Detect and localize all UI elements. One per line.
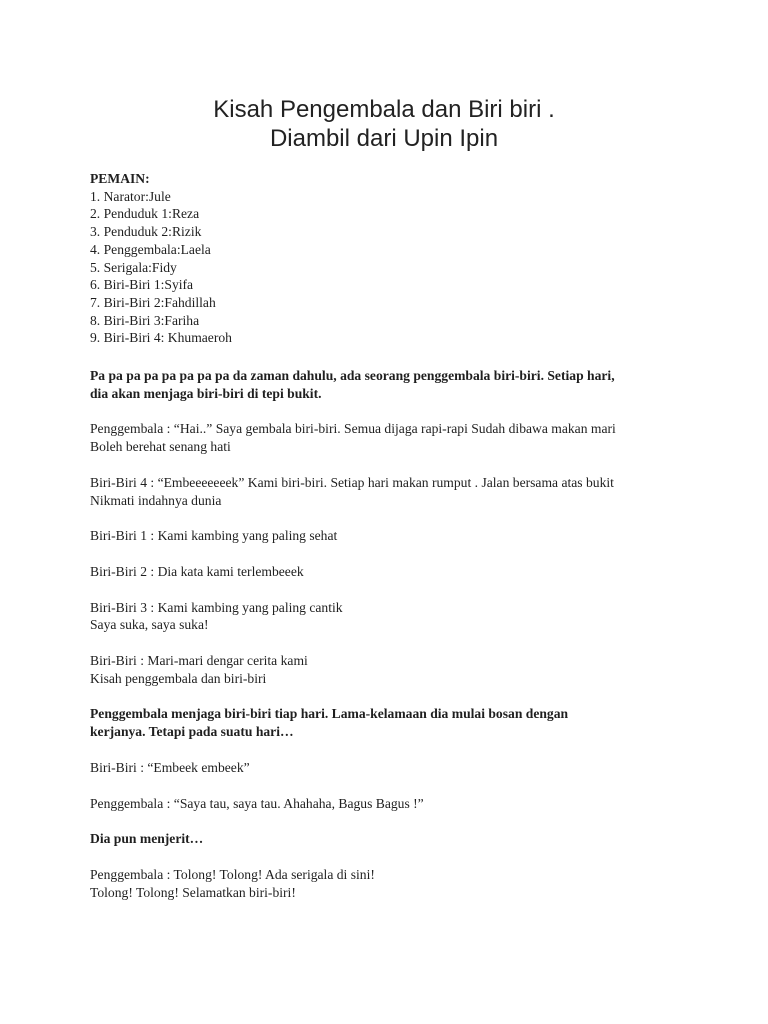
paragraph-line: Pa pa pa pa pa pa pa pa da zaman dahulu, ada seorang penggembala biri-biri. Setiap hari, <box>90 368 615 384</box>
document-body <box>90 170 690 919</box>
paragraph-line: Penggembala menjaga biri-biri tiap hari. Lama-kelamaan dia mulai bosan dengan <box>90 706 569 722</box>
paragraph-line: Penggembala : “Hai..” Saya gembala biri-biri. Semua dijaga rapi-rapi Sudah dibawa makan mari <box>90 421 616 437</box>
cast-list <box>90 170 690 347</box>
paragraph-line: Biri-Biri 2 : Dia kata kami terlembeeek <box>90 563 304 579</box>
document-title-line-2: Diambil dari Upin Ipin <box>269 125 499 152</box>
narration-paragraph <box>90 367 690 402</box>
paragraph-line: Biri-Biri 4 : “Embeeeeeeek” Kami biri-biri. Setiap hari makan rumput . Jalan bersama atas bukit <box>90 474 614 490</box>
paragraph-line: Penggembala : Tolong! Tolong! Ada serigala di sini! <box>90 866 375 882</box>
cast-item: 8. Biri-Biri 3:Fariha <box>90 312 200 328</box>
dialogue-paragraph <box>90 866 690 901</box>
dialogue-paragraph <box>90 652 690 687</box>
paragraph-line: dia akan menjaga biri-biri di tepi bukit. <box>90 385 322 401</box>
dialogue-paragraph <box>90 599 690 634</box>
dialogue-paragraph <box>90 420 690 455</box>
cast-item: 5. Serigala:Fidy <box>90 259 177 275</box>
cast-item: 6. Biri-Biri 1:Syifa <box>90 277 194 293</box>
cast-item: 7. Biri-Biri 2:Fahdillah <box>90 294 216 310</box>
cast-item: 2. Penduduk 1:Reza <box>90 206 200 222</box>
paragraph-line: Tolong! Tolong! Selamatkan biri-biri! <box>90 884 296 900</box>
dialogue-paragraph <box>90 474 690 509</box>
paragraph-line: Biri-Biri : “Embeek embeek” <box>90 759 250 775</box>
dialogue-paragraph <box>90 795 690 813</box>
cast-heading: PEMAIN: <box>90 171 150 186</box>
narration-paragraph <box>90 830 690 848</box>
cast-item: 3. Penduduk 2:Rizik <box>90 224 202 240</box>
paragraph-line: Dia pun menjerit… <box>90 831 204 847</box>
document-title-line-1: Kisah Pengembala dan Biri biri . <box>213 96 555 123</box>
dialogue-paragraph <box>90 527 690 545</box>
cast-item: 1. Narator:Jule <box>90 188 171 204</box>
paragraph-line: Boleh berehat senang hati <box>90 439 231 455</box>
paragraph-line: Saya suka, saya suka! <box>90 617 209 633</box>
narration-paragraph <box>90 705 690 740</box>
paragraph-line: Biri-Biri : Mari-mari dengar cerita kami <box>90 653 308 669</box>
dialogue-paragraph <box>90 563 690 581</box>
paragraph-line: kerjanya. Tetapi pada suatu hari… <box>90 724 294 740</box>
cast-item: 9. Biri-Biri 4: Khumaeroh <box>90 330 232 346</box>
cast-item: 4. Penggembala:Laela <box>90 241 211 257</box>
paragraph-line: Biri-Biri 3 : Kami kambing yang paling cantik <box>90 599 343 615</box>
paragraph-line: Kisah penggembala dan biri-biri <box>90 670 267 686</box>
paragraph-line: Nikmati indahnya dunia <box>90 492 222 508</box>
paragraph-line: Biri-Biri 1 : Kami kambing yang paling sehat <box>90 528 338 544</box>
paragraph-line: Penggembala : “Saya tau, saya tau. Ahahaha, Bagus Bagus !” <box>90 795 424 811</box>
dialogue-paragraph <box>90 759 690 777</box>
